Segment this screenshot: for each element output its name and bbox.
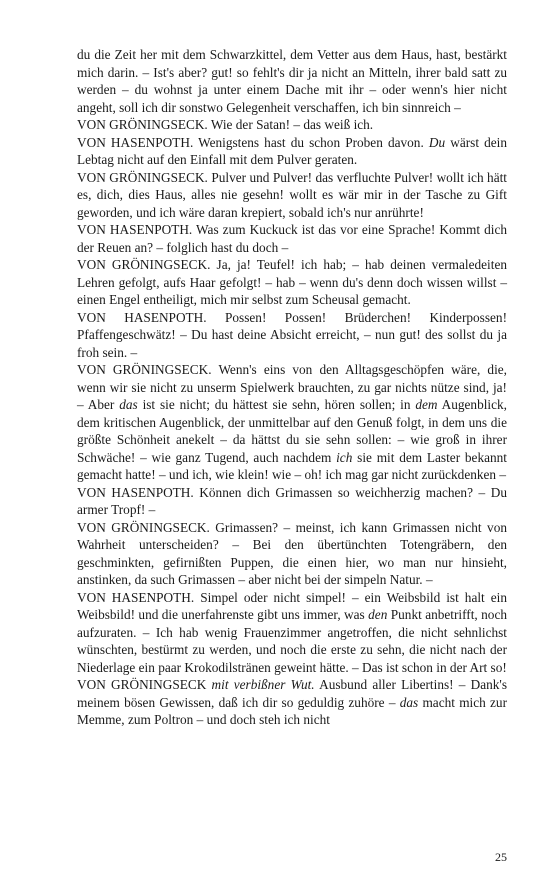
text-run: Punkt anbetrifft, noch aufzuraten. – Ich hab wenig Frauenzimmer angetroffen, die nicht sehnlichst wünschten, bestürmt zu werden, und noch die erste zu sehn, die nicht nach der Niederlage ein paar Krokodilstränen geweint hätte. – Das ist schon in der Art so!: [77, 607, 507, 675]
text-run: VON HASENPOTH. Simpel oder nicht simpel! – ein Weibsbild ist halt ein Weibsbild! und die unerfahrenste gibt uns immer, was: [77, 589, 507, 622]
paragraph: [77, 484, 507, 519]
italic-run: dem: [415, 397, 438, 412]
italic-run: mit verbißner Wut.: [211, 677, 315, 692]
text-run: macht mich zur Memme, zum Poltron – und doch steh ich nicht: [77, 694, 508, 727]
text-run: VON HASENPOTH. Können dich Grimassen so weichherzig machen? – Du armer Tropf! –: [77, 484, 507, 517]
paragraph: [77, 676, 507, 729]
paragraph: [77, 519, 507, 589]
paragraph: [77, 589, 507, 677]
text-run: VON GRÖNINGSECK. Ja, ja! Teufel! ich hab; – hab deinen vermaledeiten Lehren gefolgt, aufs Haar gefolgt! – hab – wenn du's denn doch wissen willst – einen Engel entheiligt, mich mir selbst zum Scheusal gemacht.: [77, 257, 507, 307]
text-run: du die Zeit her mit dem Schwarzkittel, dem Vetter aus dem Haus, hast, bestärkt mich darin. – Ist's aber? gut! so fehlt's dir ja nicht an Mitteln, ihrer bald satt zu werden – du wohnst ja unter einem Dache mit ihr – oder wenn's hier nicht angeht, soll ich dir sonstwo Gelegenheit verschaffen, ich bin sinnreich –: [77, 47, 507, 115]
text-run: VON GRÖNINGSECK. Grimassen? – meinst, ich kann Grimassen nicht von Wahrheit unterscheiden? – Bei den übertünchten Totengräbern, den geschminkten, gefirnißten Puppen, die einen hier, wo man nur hinsieht, anstinken, da such Grimassen – aber nicht bei der simpeln Natur. –: [77, 519, 507, 587]
italic-run: das: [399, 694, 419, 710]
paragraph: [77, 309, 507, 362]
paragraph: [77, 134, 507, 169]
italic-run: das: [119, 397, 138, 412]
text-run: VON HASENPOTH. Wenigstens hast du schon Proben davon.: [77, 134, 429, 150]
italic-run: ich: [336, 449, 353, 465]
italic-run: den: [368, 607, 388, 622]
paragraph: [77, 256, 507, 309]
text-run: Augenblick, dem kritischen Augenblick, der unmittelbar auf den Genuß folgt, in dem uns die größte Schönheit anekelt – da hättst du sie sehn sollen: – wie groß in ihrer Schwäche! – wie ganz Tugend, auch nachdem: [77, 397, 507, 465]
paragraph: [77, 116, 507, 134]
text-run: VON GRÖNINGSECK. Wie der Satan! – das weiß ich.: [77, 117, 374, 132]
text-run: VON HASENPOTH. Possen! Possen! Brüderchen! Kinderpossen! Pfaffengeschwätz! – Du hast deine Absicht erreicht, – nun gut! des sollst du ja froh sein. –: [77, 309, 507, 360]
paragraph: [77, 361, 507, 484]
text-run: VON GRÖNINGSECK. Pulver und Pulver! das verfluchte Pulver! wollt ich hätt es, dich, dies Haus, alles nie gesehn! wollt es wär mir in der Tasche zu Gift geworden, und ich wäre daran krepiert, sobald ich's nur anrührte!: [77, 169, 507, 220]
text-run: ist sie nicht; du hättest sie sehn, hören sollen; in: [137, 397, 416, 412]
italic-run: Du: [428, 134, 446, 150]
text-run: VON GRÖNINGSECK. Wenn's eins von den Alltagsgeschöpfen wäre, die, wenn wir sie nicht zu unserm Spielwerk brauchten, zu gar nichts nütze sind, ja! – Aber: [77, 362, 507, 412]
text-run: VON HASENPOTH. Was zum Kuckuck ist das vor eine Sprache! Kommt dich der Reuen an? – folglich hast du doch –: [77, 222, 507, 255]
page-text: [77, 46, 507, 729]
paragraph: [77, 46, 507, 116]
text-run: sie mit dem Laster bekannt gemacht hatte! – und ich, wie klein! wie – oh! ich mag gar nicht zurückdenken –: [77, 449, 507, 482]
text-run: Ausbund aller Libertins! – Dank's meinem bösen Gewissen, daß ich dir so geduldig zuhöre –: [77, 677, 507, 710]
paragraph: [77, 221, 507, 256]
paragraph: [77, 169, 507, 222]
text-run: VON GRÖNINGSECK: [77, 677, 212, 692]
page-number: 25: [495, 850, 507, 864]
text-run: wärst dein Lebtag nicht auf den Einfall mit dem Pulver geraten.: [77, 134, 507, 167]
